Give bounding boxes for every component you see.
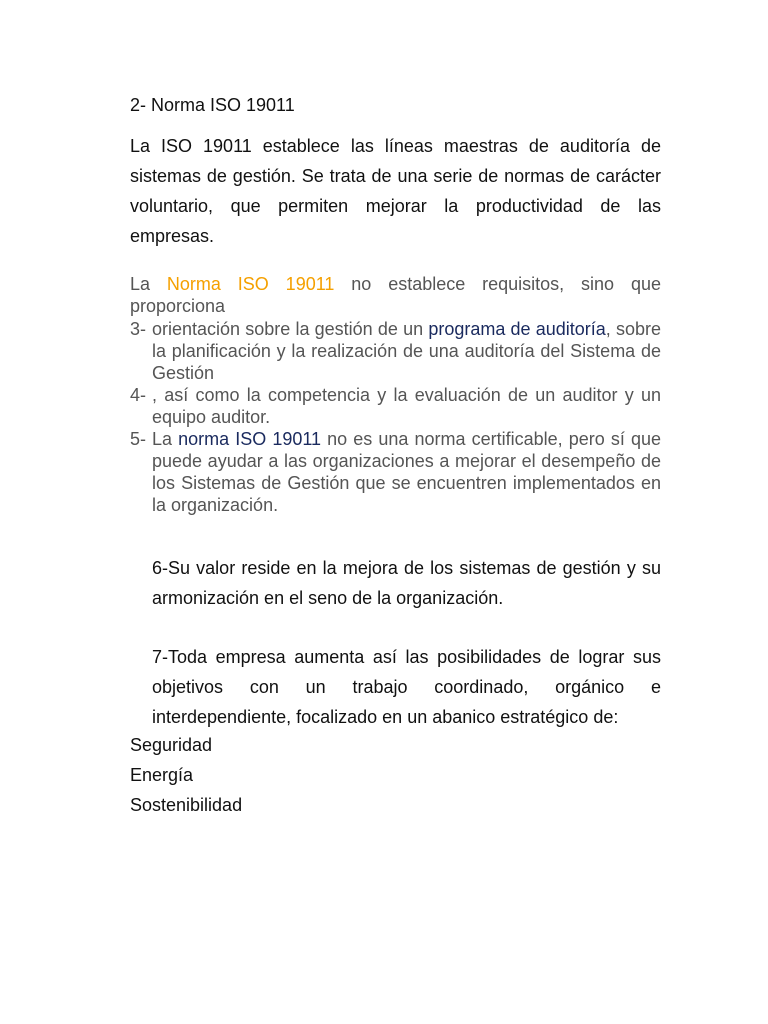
norma-iso-19011-link[interactable]: norma ISO 19011 (178, 429, 322, 449)
list-number: 3- (130, 319, 147, 339)
norma-suffix: no establece requisitos, sino que (334, 274, 661, 294)
norma-paragraph (130, 273, 661, 317)
empresa-paragraph-main: 7-Toda empresa aumenta así las posibilidades de lograr sus objetivos con un trabajo coordinado, orgánico e (152, 647, 661, 697)
strategic-item: Seguridad (130, 735, 213, 755)
norma-iso-link[interactable]: Norma ISO 19011 (166, 274, 335, 294)
norma-prefix: La (130, 274, 167, 294)
list-item: 5- La norma ISO 19011 no es una norma certificable, pero sí que puede ayudar a las organizaciones a mejorar el desempeño de los Sistemas de Gestión que se encuentren implementados en la organización. (130, 429, 661, 515)
valor-paragraph: 6-Su valor reside en la mejora de los sistemas de gestión y su armonización en el seno de la organización. (152, 558, 661, 608)
empresa-paragraph-last: interdependiente, focalizado en un abanico estratégico de: (152, 707, 619, 727)
strategic-item: Energía (130, 765, 194, 785)
list-item: 4- , así como la competencia y la evaluación de un auditor y un equipo auditor. (130, 385, 661, 427)
intro-paragraph: La ISO 19011 establece las líneas maestras de auditoría de sistemas de gestión. Se trata de una serie de normas de carácter voluntario, que permiten mejorar la productividad de las empresas. (130, 136, 661, 246)
section-heading: 2- Norma ISO 19011 (130, 95, 295, 115)
list-number: 5- (130, 429, 147, 449)
empresa-paragraph (152, 642, 661, 732)
numbered-list (130, 318, 661, 516)
strategic-list (130, 730, 242, 820)
list-number: 4- (130, 385, 147, 405)
programa-auditoria-link[interactable]: programa de auditoría (428, 319, 606, 339)
list-item: 3- orientación sobre la gestión de un programa de auditoría, sobre la planificación y la realización de una auditoría del Sistema de Gestión (130, 319, 662, 383)
norma-paragraph-line (130, 273, 661, 295)
norma-continuation: proporciona (130, 296, 226, 316)
strategic-item: Sostenibilidad (130, 795, 243, 815)
